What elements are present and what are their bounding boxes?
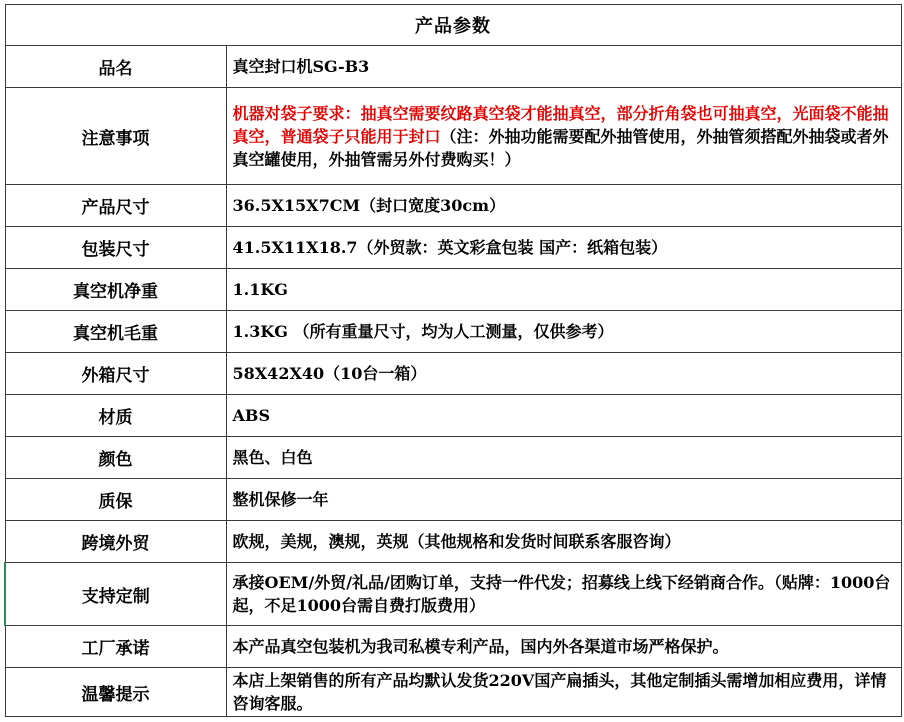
table-row — [5, 626, 901, 668]
row-label-tips: 温馨提示 — [5, 668, 226, 717]
table-row — [5, 563, 901, 626]
row-label-color: 颜色 — [5, 437, 226, 479]
table-title: 产品参数 — [5, 5, 901, 46]
table-row — [5, 311, 901, 353]
row-value-tips: 本店上架销售的所有产品均默认发货220V国产扁插头，其他定制插头需增加相应费用，详情咨询客服。 — [226, 668, 901, 717]
table-row — [5, 227, 901, 269]
table-row — [5, 437, 901, 479]
row-value-product-name: 真空封口机SG-B3 — [226, 46, 901, 88]
product-spec-table — [4, 4, 902, 717]
row-label-cross-border: 跨境外贸 — [5, 521, 226, 563]
row-value-cross-border: 欧规，美规，澳规，英规（其他规格和发货时间联系客服咨询） — [226, 521, 901, 563]
row-label-notes: 注意事项 — [5, 88, 226, 185]
table-title-row — [5, 5, 901, 46]
row-value-customization: 承接OEM/外贸/礼品/团购订单，支持一件代发；招募线上线下经销商合作。（贴牌：1000台起，不足1000台需自费打版费用） — [226, 563, 901, 626]
row-value-net-weight: 1.1KG — [226, 269, 901, 311]
row-value-color: 黑色、白色 — [226, 437, 901, 479]
row-label-net-weight: 真空机净重 — [5, 269, 226, 311]
row-label-package-size: 包装尺寸 — [5, 227, 226, 269]
row-value-carton-size: 58X42X40（10台一箱） — [226, 353, 901, 395]
table-row — [5, 668, 901, 717]
row-label-gross-weight: 真空机毛重 — [5, 311, 226, 353]
table-row — [5, 479, 901, 521]
notes-warning-text: 机器对袋子要求：抽真空需要纹路真空袋才能抽真空，部分折角袋也可抽真空，光面袋不能抽真空，普通袋子只能用于封口 — [232, 103, 889, 146]
table-row — [5, 395, 901, 437]
table-row — [5, 88, 901, 185]
row-value-product-size: 36.5X15X7CM（封口宽度30cm） — [226, 185, 901, 227]
row-label-product-name: 品名 — [5, 46, 226, 88]
row-value-notes — [226, 88, 901, 185]
table-row — [5, 269, 901, 311]
row-label-product-size: 产品尺寸 — [5, 185, 226, 227]
table-row — [5, 521, 901, 563]
row-value-gross-weight: 1.3KG （所有重量尺寸，均为人工测量，仅供参考） — [226, 311, 901, 353]
row-value-package-size: 41.5X11X18.7（外贸款：英文彩盒包装 国产：纸箱包装） — [226, 227, 901, 269]
row-label-customization: 支持定制 — [5, 563, 226, 626]
row-value-factory-promise: 本产品真空包装机为我司私模专利产品，国内外各渠道市场严格保护。 — [226, 626, 901, 668]
row-label-material: 材质 — [5, 395, 226, 437]
row-value-warranty: 整机保修一年 — [226, 479, 901, 521]
table-row — [5, 46, 901, 88]
row-label-carton-size: 外箱尺寸 — [5, 353, 226, 395]
row-label-warranty: 质保 — [5, 479, 226, 521]
row-value-material: ABS — [226, 395, 901, 437]
row-label-factory-promise: 工厂承诺 — [5, 626, 226, 668]
notes-remark-text: （注：外抽功能需要配外抽管使用，外抽管须搭配外抽袋或者外真空罐使用，外抽管需另外付费购买！） — [232, 126, 889, 169]
table-row — [5, 185, 901, 227]
table-row — [5, 353, 901, 395]
